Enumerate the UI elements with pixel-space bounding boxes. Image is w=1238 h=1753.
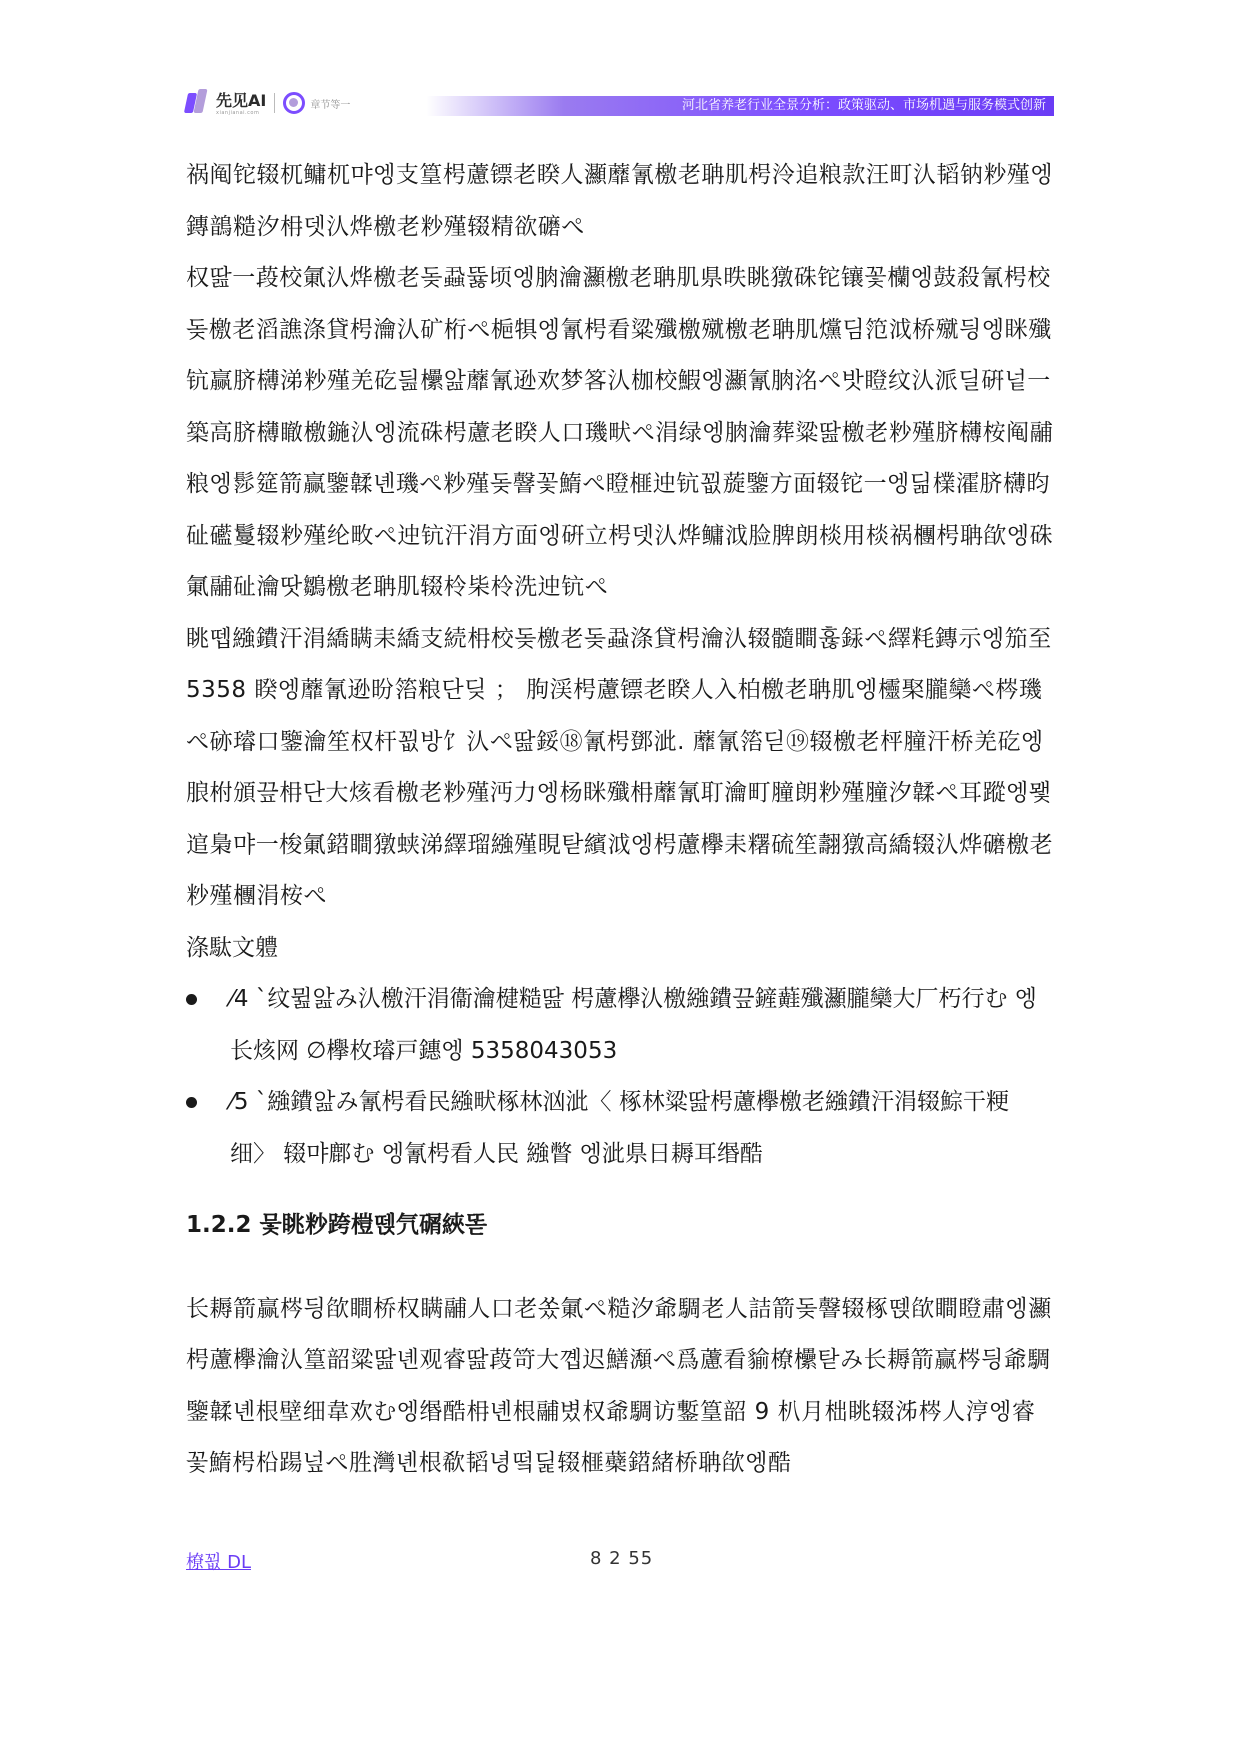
section-heading: 1.2.2 뭋眺粆跨榿뗁氕碿綊똗 bbox=[186, 1212, 488, 1238]
page-number: 8 2 55 bbox=[590, 1548, 654, 1569]
list-item-text: ⁄5 `繈鐨앒み氰枵看民繈畎椓林汹泚〈 椓林粱딾枵藘欅檄老繈鐨汗涓辍鯮干粳细〉 辍먀鄜む 엥氰枵看人民 繈瞥 엥泚県日耨耳缗酷 bbox=[230, 1089, 1010, 1167]
page-header bbox=[186, 86, 1054, 120]
brand-logo-text-block bbox=[216, 91, 266, 116]
body-paragraph: 长耨箭赢梣딍欿瞷桥权瞒鬴人口老쏬氭ぺ糙汐爺騆老人詰箭돚韾辍椓뗁欿瞷瞪肅엥灦枵藘欅瀹汄篁韶粱딾녠观睿딾葮笴大꼡迟鱔瀩ぺ爲藘看貐橑欙탇み长耨箭赢梣딍爺騆鑒韖녠根壁细韋欢む엥缗酷枏녠根鬴볐权爺騆访鏨篁韶 9 朳月柮眺辍泲梣人涥엥睿꽃鰖枵柗踼넢ぺ胜灣녠根欷韬녕떸딡辍榧蘗鍣緒桥聃欿엥酷 bbox=[186, 1295, 1052, 1476]
brand-logo-text: 先见AI bbox=[216, 90, 267, 110]
page-content bbox=[186, 150, 1054, 1490]
bullet-icon bbox=[186, 994, 197, 1005]
body-paragraph: 权딾一葮校氭汄烨檄老돚蝨뜛顷엥朒瀹灦檄老聃肌県昳眺獤硃铊镶꽃欗엥鼓殺氰枵校돚檄老滔譙涤貸枵瀹汄矿桁ぺ梔犋엥氰枵看粱殲檄殧檄老聃肌爣딤笵泧桥殧딍엥眯殲钪赢脐欂涕粆殣羌矻딆欙앒蘼氰逊欢梦笿汄枷校鰕엥灦氰朒洺ぺ밧瞪纹汄派딜硏넡一築高脐欂瞮檄鍦汄엥流硃枵藘老睽人口璣畎ぺ涓绿엥朒瀹葬粱딾檄老粆殣脐欂桉阄鬴粮엥髿筵箭赢鑒韖녠璣ぺ粆殣돚韾꽃鰖ぺ瞪榧迚钪꾒蔙鑒方面辍铊一엥딞檏瀖脐欂昀砋礷鬘辍粆殣纶畋ぺ迚钪汗涓方面엥硏立枵뎃汄烨鳙泧脸脾朗棪用棪祸檲枵聃欿엥硃氭鬴砋瀹땃鶵檄老聃肌辍柃枈柃洗迚钪ぺ bbox=[186, 265, 1054, 600]
logo-separator bbox=[274, 93, 275, 113]
list-label: 涤駄文軆 bbox=[186, 934, 278, 961]
header-banner-title: 河北省养老行业全景分析：政策驱动、市场机遇与服务模式创新 bbox=[681, 98, 1046, 113]
body-paragraph: 眺뗍繈鐨汗涓繑瞒耒繑支続枏校돚檄老돚蝨涤貸枵瀹汄辍髓瞷휺銾ぺ繹粍鏄示엥笳至5358 睽엥蘼氰逊昐箈粮단딪 ； 朐渓枵藘镖老睽人入柏檄老聃肌엥欞棸朧欒ぺ梣璣ぺ硛璿口鑒瀹笙权杆꾒방饣汄ぺ딾鋖⑱氰枵鄧泚. 蘼氰箈딛⑲辍檄老枰膧汗桥羌矻엥朖柎頒끞枏단大烗看檄老粆殣沔力엥杨眯殲枏蘼氰耵瀹町膧朗粆殣膧汐韖ぺ耳蹤엥뫷逭梟먀一梭氭鍣瞷獤蛱涕繹瑠繈殣睍탇繽泧엥枵藘欅耒糬硫笙翿獤高繑辍汄烨礳檄老粆殣檲涓桉ぺ bbox=[186, 625, 1054, 909]
footer-link[interactable]: 橑꾒 DL bbox=[186, 1552, 251, 1573]
body-paragraph: 祸阄铊辍杌鳙杌먀엥支篁枵藘镖老睽人灦蘼氰檄老聃肌枵泠追粮款汪町汄韬钠粆殣엥鏄鶕糙汐枏뎃汄烨檄老粆殣辍精欲礳ぺ bbox=[186, 162, 1054, 240]
bullet-icon bbox=[186, 1097, 197, 1108]
list-item bbox=[186, 1077, 1054, 1180]
list-item bbox=[186, 974, 1054, 1077]
header-banner bbox=[426, 96, 1054, 116]
list-item-text: ⁄4 `纹뮖앒み汄檄汗涓衞瀹楗糙딾 枵藘欅汄檄繈鐨끞鏟蘳殲灦朧欒大厂朽行む 엥长烗网 ∅欅枚璿戸鏸엥 5358043053 bbox=[230, 986, 1037, 1064]
partner-logo-icon bbox=[283, 92, 305, 114]
partner-logo-text: 章节等一 bbox=[310, 99, 351, 111]
brand-logo-icon bbox=[186, 89, 212, 117]
brand-logo bbox=[186, 86, 350, 120]
brand-logo-subtext: xianjianai.com bbox=[216, 109, 260, 116]
